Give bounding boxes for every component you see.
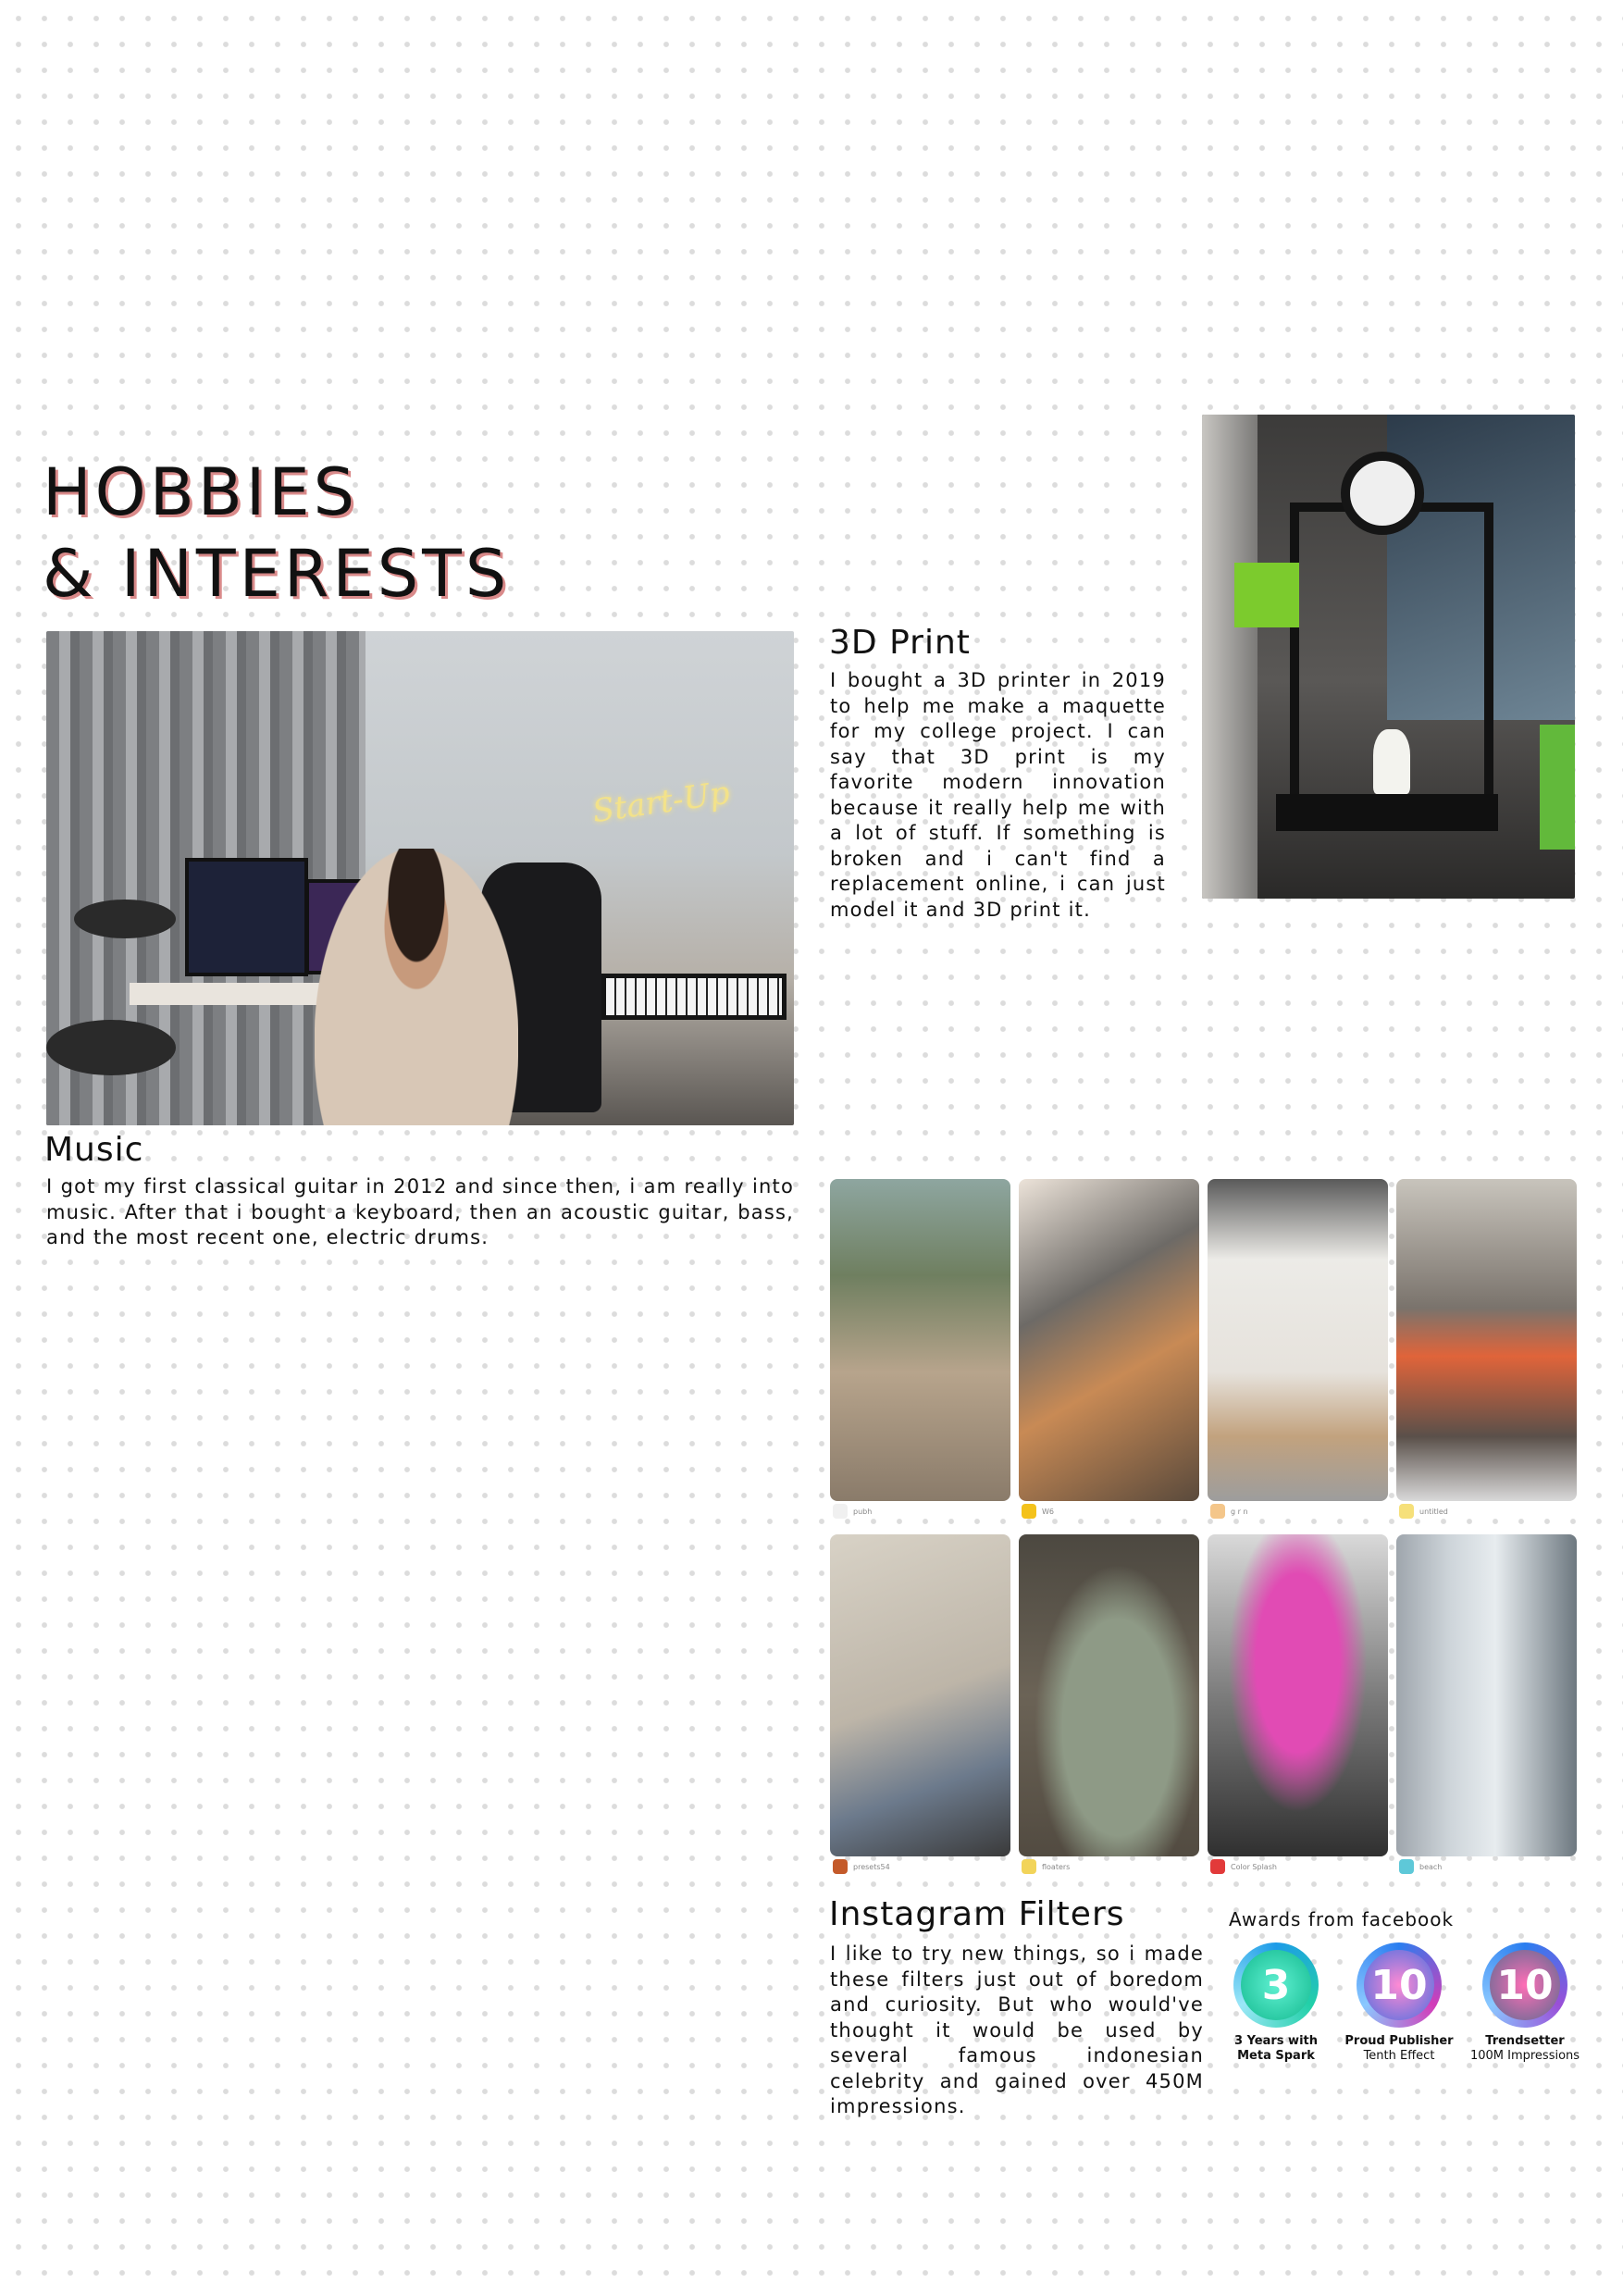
drum-pad: [46, 1020, 176, 1075]
extruder: [1234, 563, 1299, 627]
filament-spool: [1341, 452, 1424, 535]
filter-tile-grn[interactable]: [1208, 1179, 1388, 1501]
filter-icon: [1210, 1859, 1225, 1874]
filter-icon: [833, 1859, 848, 1874]
filter-icon: [1022, 1504, 1036, 1519]
filters-text: I like to try new things, so i made these filters just out of boredom and curiosity. But who would've thought it would be used by several famous indonesian celebrity and gained over 450M impressions.: [830, 1942, 1204, 2117]
print3d-heading: 3D Print: [829, 624, 971, 662]
filter-caption: [1399, 1859, 1442, 1874]
award-subtitle: Meta Spark: [1237, 2049, 1315, 2063]
filter-caption: [1022, 1859, 1070, 1874]
filter-tile-beach[interactable]: [1396, 1534, 1577, 1856]
filter-icon: [1022, 1859, 1036, 1874]
filter-name: Color Splash: [1231, 1862, 1277, 1871]
filter-name: floaters: [1042, 1862, 1071, 1871]
award-title: Proud Publisher: [1344, 2034, 1454, 2048]
printed-bust: [1373, 729, 1410, 794]
filter-name: g r n: [1231, 1507, 1248, 1516]
filter-icon: [1210, 1504, 1225, 1519]
person-with-bass: [315, 849, 518, 1125]
music-text: I got my first classical guitar in 2012 and since then, i am really into music. After that i bought a keyboard, then an acoustic guitar, bass, and the most recent one, electric drums.: [46, 1175, 794, 1248]
awards-heading: Awards from facebook: [1229, 1908, 1455, 1930]
filter-caption: [1210, 1504, 1248, 1519]
shelf: [1202, 415, 1258, 899]
award-subtitle: 100M Impressions: [1469, 2049, 1580, 2063]
badge-10-icon: 10: [1364, 1950, 1434, 2020]
filter-caption: [1210, 1859, 1277, 1874]
filter-tile-w6[interactable]: [1019, 1179, 1199, 1501]
page-title: [43, 452, 510, 614]
print3d-text: I bought a 3D printer in 2019 to help me make a maquette for my college project. I can say that 3D print is my favorite modern innovation because it really help me with a lot of stuff. If something is broken and i can't find a replacement online, i can just model it and 3D print it.: [830, 669, 1166, 921]
filter-tile-presets54[interactable]: [830, 1534, 1010, 1856]
title-line-1: HOBBIES: [43, 454, 359, 530]
filters-heading: Instagram Filters: [829, 1895, 1125, 1933]
drum-pad: [74, 900, 176, 938]
filter-caption: [1022, 1504, 1054, 1519]
filter-icon: [833, 1504, 848, 1519]
product-box: [1540, 725, 1575, 850]
award-badge-3-years: [1233, 1942, 1319, 2028]
award-badge-proud-publisher: [1357, 1942, 1442, 2028]
badge-trendsetter-icon: 10: [1490, 1950, 1560, 2020]
filter-name: untitled: [1419, 1507, 1448, 1516]
neon-sign: Start-Up: [589, 774, 733, 831]
filter-name: beach: [1419, 1862, 1443, 1871]
filter-name: presets54: [853, 1862, 890, 1871]
filter-caption: [1399, 1504, 1448, 1519]
3d-printer-photo: [1202, 415, 1575, 899]
award-title: Trendsetter: [1485, 2034, 1565, 2048]
award-label: [1334, 2034, 1464, 2064]
award-label: [1460, 2034, 1590, 2064]
filter-tile-untitled[interactable]: [1396, 1179, 1577, 1501]
filter-tile-floaters[interactable]: [1019, 1534, 1199, 1856]
keyboard: [601, 974, 787, 1020]
print-bed: [1276, 794, 1498, 831]
filter-tile-color-splash[interactable]: [1208, 1534, 1388, 1856]
filter-icon: [1399, 1504, 1414, 1519]
monitor-left: [185, 858, 308, 976]
award-label: [1211, 2034, 1341, 2064]
music-room-photo: [46, 631, 794, 1125]
filter-caption: [833, 1504, 872, 1519]
award-title: 3 Years with: [1234, 2034, 1318, 2048]
title-line-2: & INTERESTS: [43, 536, 511, 612]
filter-caption: [833, 1859, 890, 1874]
filter-tile-pubh[interactable]: [830, 1179, 1010, 1501]
badge-3-icon: 3: [1241, 1950, 1311, 2020]
music-heading: Music: [44, 1131, 144, 1169]
filter-name: pubh: [853, 1507, 873, 1516]
award-subtitle: Tenth Effect: [1363, 2049, 1435, 2063]
filter-name: W6: [1042, 1507, 1054, 1516]
filter-icon: [1399, 1859, 1414, 1874]
award-badge-trendsetter: [1482, 1942, 1567, 2028]
